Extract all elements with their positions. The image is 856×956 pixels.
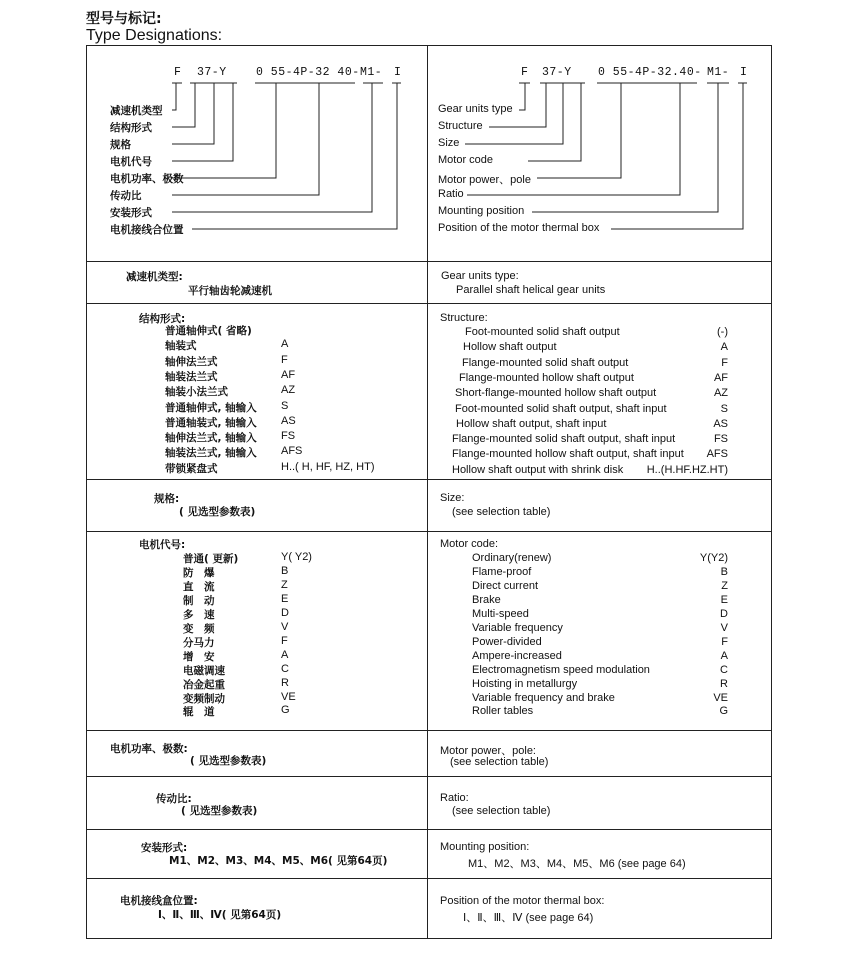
motor-code-cn-item-code: B [281, 564, 289, 577]
structure-en-item-label: Flange-mounted solid shaft output, shaft input [452, 433, 676, 446]
motor-code-cn-item-code: G [281, 704, 290, 717]
motor-code-cn-item-label: 普通( 更新) [183, 553, 239, 565]
motor-code-en-item-code: Z [721, 579, 728, 592]
structure-en-item-code: AS [713, 417, 728, 430]
label-motor-code-cn: 电机代号 [110, 156, 152, 168]
motor-code-cn-item-label: 变 频 [183, 622, 215, 635]
structure-en-item-code: AF [713, 371, 728, 384]
motor-power-value-cn: ( 见选型参数表) [190, 755, 267, 767]
code-part-type-en: F [521, 66, 529, 79]
motor-code-cn-item-label: 增 安 [183, 650, 215, 663]
label-motor-power-en: Motor power、pole [438, 174, 531, 186]
ratio-value-cn: ( 见选型参数表) [181, 805, 258, 817]
motor-power-value-en: (see selection table) [450, 756, 549, 768]
structure-cn-item-code: AS [281, 414, 296, 427]
mounting-value-cn: M1、M2、M3、M4、M5、M6( 见第64页) [169, 855, 388, 867]
motor-code-cn-item-label: 冶金起重 [183, 678, 225, 691]
size-heading-cn: 规格: [154, 493, 180, 505]
code-part-thermal-box-en: I [740, 66, 748, 79]
motor-code-cn-item-label: 辊 道 [183, 706, 215, 719]
motor-code-cn-item-code: R [281, 676, 289, 689]
motor-code-cn-item-label: 变频制动 [183, 692, 225, 705]
structure-en-item-label: Hollow shaft output [463, 341, 557, 354]
structure-en-item-label: Flange-mounted hollow shaft output, shaft input [452, 448, 684, 461]
structure-en-item-label: Flange-mounted solid shaft output [462, 356, 629, 369]
structure-en-item-label: Hollow shaft output, shaft input [456, 417, 607, 430]
motor-code-en-item-label: Ampere-increased [472, 649, 562, 662]
structure-en-item-code: S [720, 402, 728, 415]
label-gear-type-cn: 减速机类型 [110, 105, 163, 117]
structure-heading-cn: 结构形式: [139, 313, 186, 325]
ratio-value-en: (see selection table) [452, 805, 551, 817]
motor-code-en-item-code: G [719, 705, 728, 718]
motor-code-en-item-label: Variable frequency and brake [472, 691, 615, 704]
motor-code-en-item-code: C [720, 663, 728, 676]
mounting-heading-en: Mounting position: [440, 841, 530, 853]
motor-code-en-item-label: Direct current [472, 579, 539, 592]
motor-code-en-item-label: Multi-speed [472, 607, 529, 620]
structure-en-item-code: F [721, 356, 728, 369]
structure-cn-item-code: H..( H, HF, HZ, HT) [281, 460, 375, 473]
mounting-value-en: M1、M2、M3、M4、M5、M6 (see page 64) [468, 858, 686, 870]
gear-type-value-en: Parallel shaft helical gear units [456, 284, 606, 296]
structure-cn-item-label: 轴装法兰式, 轴输入 [165, 447, 257, 460]
structure-cn-item-code: FS [281, 430, 296, 443]
motor-power-heading-en: Motor power、pole: [440, 745, 536, 757]
motor-code-cn-item-code: D [281, 606, 289, 619]
structure-cn-item-code: AZ [281, 384, 296, 397]
motor-code-en-item-code: B [720, 565, 728, 578]
label-size-en: Size [438, 137, 460, 149]
structure-en-item-label: Short-flange-mounted hollow shaft output [455, 387, 657, 400]
structure-cn-item-label: 轴伸法兰式 [165, 355, 218, 368]
motor-code-en-item-code: Y(Y2) [699, 552, 728, 564]
motor-code-cn-item-code: E [281, 592, 289, 605]
structure-en-item-label: Foot-mounted solid shaft output, shaft input [455, 402, 667, 415]
label-structure-cn: 结构形式 [110, 122, 152, 134]
code-part-size-power-ratio: 0 55-4P-32 40- [256, 66, 360, 79]
label-motor-power-cn: 电机功率、极数 [110, 173, 184, 185]
structure-cn-item-label: 带锁紧盘式 [165, 462, 218, 475]
label-motor-code-en: Motor code [438, 154, 494, 166]
motor-code-cn-item-label: 多 速 [183, 608, 215, 621]
label-size-cn: 规格 [110, 139, 131, 151]
gear-type-value-cn: 平行轴齿轮减速机 [188, 285, 272, 297]
structure-en-item-label: Flange-mounted hollow shaft output [459, 371, 634, 384]
page-title-en: Type Designations: [86, 27, 223, 44]
code-part-structure-en: 37-Y [542, 66, 572, 79]
structure-cn-item-code: AFS [281, 445, 303, 458]
structure-cn-item-code: S [281, 399, 289, 412]
motor-code-en-item-label: Electromagnetism speed modulation [472, 663, 650, 676]
structure-en-item-label: Foot-mounted solid shaft output [465, 326, 620, 338]
mounting-heading-cn: 安装形式: [141, 842, 188, 854]
motor-code-cn-item-label: 直 流 [183, 580, 215, 593]
structure-cn-item-label: 轴装小法兰式 [165, 386, 228, 399]
ratio-heading-en: Ratio: [440, 792, 469, 804]
structure-cn-item-label: 轴装式 [165, 340, 197, 353]
motor-power-heading-cn: 电机功率、极数: [110, 743, 188, 755]
motor-code-en-item-code: E [720, 593, 728, 606]
motor-code-en-item-code: F [721, 635, 728, 648]
motor-code-en-item-code: D [720, 607, 728, 620]
motor-code-en-item-code: V [720, 621, 728, 634]
structure-en-item-code: AFS [706, 448, 728, 461]
structure-cn-item-label: 普通轴装式, 轴输入 [165, 416, 257, 429]
structure-heading-en: Structure: [440, 312, 488, 324]
motor-code-cn-item-label: 电磁调速 [183, 664, 225, 677]
size-heading-en: Size: [440, 492, 465, 504]
motor-code-en-item-code: VE [713, 691, 728, 704]
motor-code-en-item-code: A [720, 649, 728, 662]
thermal-box-value-cn: Ⅰ、Ⅱ、Ⅲ、Ⅳ( 见第64页) [158, 909, 282, 921]
code-part-mounting: M1- [360, 66, 383, 79]
structure-en-item-label: Hollow shaft output with shrink disk [452, 463, 624, 476]
size-value-en: (see selection table) [452, 506, 551, 518]
label-thermal-box-en: Position of the motor thermal box [438, 222, 600, 234]
thermal-box-heading-en: Position of the motor thermal box: [440, 895, 605, 907]
motor-code-en-item-label: Ordinary(renew) [472, 552, 552, 564]
label-thermal-box-cn: 电机接线合位置 [110, 224, 184, 236]
motor-code-en-item-label: Variable frequency [472, 621, 563, 634]
label-gear-type-en: Gear units type [438, 103, 513, 115]
motor-code-en-item-label: Power-divided [472, 635, 542, 648]
label-structure-en: Structure [438, 120, 483, 132]
structure-cn-item-code: AF [281, 368, 296, 381]
gear-type-heading-en: Gear units type: [441, 270, 519, 282]
motor-code-cn-item-code: VE [281, 690, 296, 703]
motor-code-cn-item-label: 制 动 [183, 594, 215, 607]
structure-cn-item-label: 轴伸法兰式, 轴输入 [165, 432, 257, 445]
thermal-box-heading-cn: 电机接线盒位置: [120, 895, 198, 907]
motor-code-en-item-label: Brake [472, 593, 501, 606]
motor-code-cn-item-label: 分马力 [183, 636, 215, 649]
motor-code-en-item-label: Roller tables [472, 705, 534, 718]
code-part-size-power-ratio-en: 0 55-4P-32.40- [598, 66, 702, 79]
code-part-thermal-box: I [394, 66, 402, 79]
gear-type-heading-cn: 减速机类型: [126, 271, 183, 283]
structure-en-item-code: (-) [717, 326, 728, 338]
structure-cn-item-code: F [281, 353, 288, 366]
motor-code-en-item-label: Flame-proof [472, 565, 532, 578]
label-ratio-en: Ratio [438, 188, 464, 200]
motor-code-cn-item-code: Y( Y2) [281, 551, 312, 563]
structure-cn-item-label: 轴装法兰式 [165, 370, 218, 383]
motor-code-cn-item-label: 防 爆 [183, 566, 215, 579]
code-part-structure: 37-Y [197, 66, 227, 79]
structure-en-item-code: AZ [713, 387, 728, 400]
thermal-box-value-en: Ⅰ、Ⅱ、Ⅲ、Ⅳ (see page 64) [463, 912, 594, 924]
structure-cn-item-label: 普通轴伸式( 省略) [165, 325, 252, 337]
motor-code-cn-item-code: F [281, 634, 288, 647]
code-part-type: F [174, 66, 182, 79]
page-title-cn: 型号与标记: [86, 11, 162, 27]
motor-code-heading-en: Motor code: [440, 538, 499, 550]
structure-en-item-code: H..(H.HF.HZ.HT) [646, 463, 728, 476]
motor-code-en-item-code: R [720, 677, 728, 690]
size-value-cn: ( 见选型参数表) [179, 506, 256, 518]
label-mounting-en: Mounting position [438, 205, 525, 217]
ratio-heading-cn: 传动比: [156, 793, 192, 805]
label-ratio-cn: 传动比 [110, 190, 142, 202]
motor-code-en-item-label: Hoisting in metallurgy [472, 677, 578, 690]
structure-cn-item-label: 普通轴伸式, 轴输入 [165, 401, 257, 414]
motor-code-cn-item-code: Z [281, 578, 288, 591]
motor-code-cn-item-code: A [281, 648, 289, 661]
motor-code-cn-item-code: V [281, 620, 289, 633]
motor-code-heading-cn: 电机代号: [139, 539, 186, 551]
structure-en-item-code: FS [713, 433, 728, 446]
structure-cn-item-code: A [281, 338, 289, 351]
label-mounting-cn: 安装形式 [110, 207, 152, 219]
code-part-mounting-en: M1- [707, 66, 730, 79]
structure-en-item-code: A [720, 341, 728, 354]
motor-code-cn-item-code: C [281, 662, 289, 675]
